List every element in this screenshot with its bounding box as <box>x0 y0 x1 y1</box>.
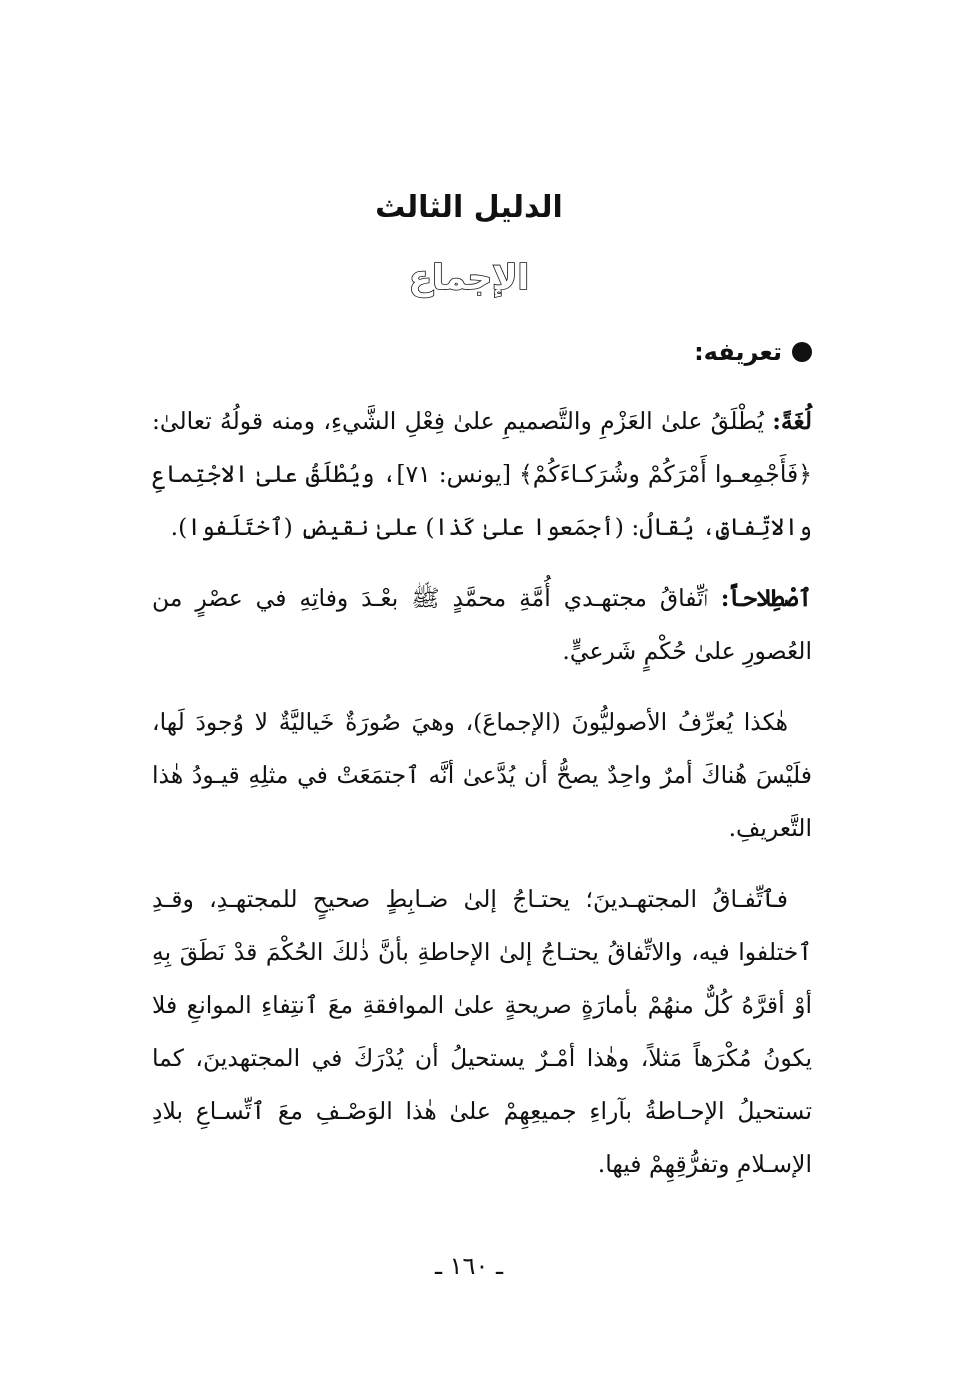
definition-istilah <box>152 572 812 678</box>
paragraph: فٱتِّفـاقُ المجتهـدينَ؛ يحتـاجُ إلىٰ ضـابِطٍ صحيحٍ للمجتهـدِ، وقـدِ ٱختلفوا فيه، والاتِّفاقُ يحتـاجُ إلىٰ الإحاطةِ بأنَّ ذٰلكَ الحُكْمَ قدْ نَطَقَ بِهِ أوْ أقرَّهُ كُلٌّ منهُمْ بأمارَةٍ صريحةٍ علىٰ الموافقةِ معَ ٱنتِفاءِ الموانعِ فلا يكونُ مُكْرَهاً مَثلاً، وهٰذا أمْـرٌ يستحيلُ أن يُدْرَكَ في المجتهدينَ، كما تستحيلُ الإحـاطةُ بآراءِ جميعِهِمْ علىٰ هٰذا الوَصْـفِ معَ ٱتِّسـاعِ بلادِ الإسـلامِ وتفرُّقِهِمْ فيها. <box>152 885 812 1178</box>
paragraph: هٰكذا يُعرِّفُ الأصوليُّونَ (الإجماعَ)، وهيَ صُورَةٌ خَياليَّةٌ لا وُجودَ لَها، فلَيْسَ هُناكَ أمرٌ واحِدٌ يصحُّ أن يُدَّعىٰ أنَّه ٱجتمَعَتْ في مثلِهِ قيـودُ هٰذا التَّعريفِ. <box>152 708 812 842</box>
istilah-term: ٱصْطِلاحاً: <box>720 584 812 612</box>
chapter-subtitle: الإجماع <box>408 258 530 298</box>
bullet-icon <box>792 342 812 362</box>
section-heading <box>694 338 812 366</box>
lugha-text: يُطْلَقُ علىٰ العَزْمِ والتَّصميمِ علىٰ فِعْلِ الشَّيءِ، ومنه قولُهُ تعالىٰ: ﴿فَأَجْمِعـوا أَمْرَكُمْ وشُرَكـاءَكُمْ﴾ [يونس: ٧١]، ويُطْلَقُ علىٰ الاجْتِماعِ والاتِّفاقِ، يُقالُ: (أجمَعوا علىٰ كَذا) علىٰ نقيضِ (ٱختَلَفوا). <box>152 407 812 541</box>
istilah-text: ٱتِّفاقُ مجتهـدي أُمَّةِ محمَّدٍ ﷺ بعْـدَ وفاتِهِ في عصْرٍ من العُصورِ علىٰ حُكْمٍ شَرعيٍّ. <box>152 584 812 665</box>
definition-lugha <box>152 395 812 554</box>
section-heading-text: تعريفه: <box>694 338 782 366</box>
page-body <box>152 395 812 1209</box>
page-number: ـ ١٦٠ ـ <box>434 1252 503 1280</box>
lugha-term: لُغَةً: <box>772 407 812 435</box>
chapter-title: الدليل الثالث <box>375 190 563 225</box>
